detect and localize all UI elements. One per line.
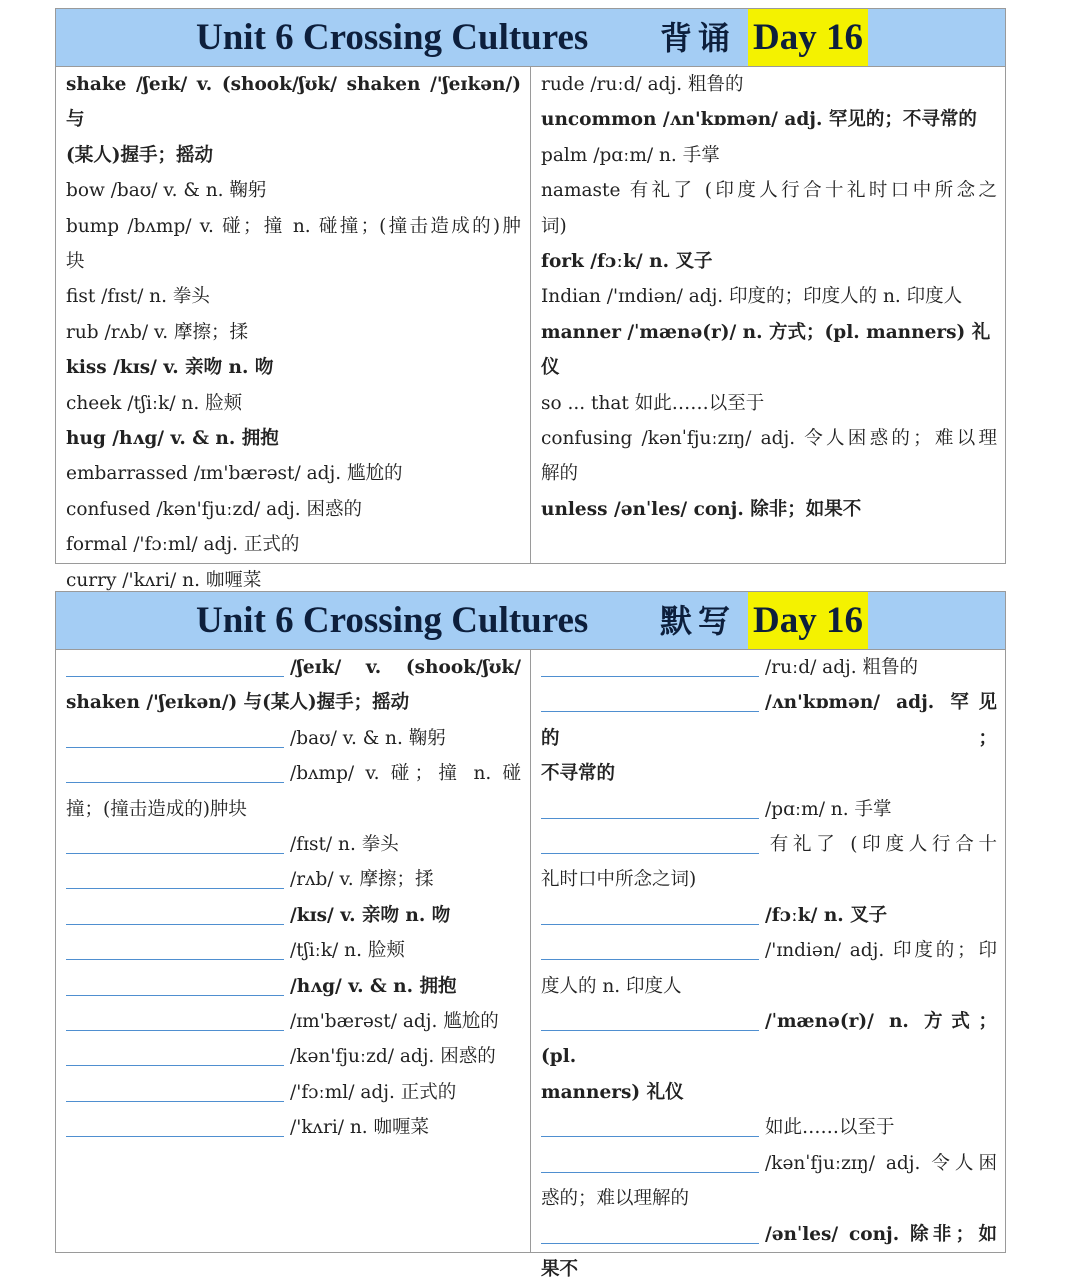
vocab-line: rude /ruːd/ adj. 粗鲁的: [541, 74, 744, 95]
vocab-text: /'kʌri/ n. 咖喱菜: [290, 1117, 430, 1139]
vocab-line: cheek /tʃiːk/ n. 脸颊: [66, 392, 243, 414]
answer-blank-field[interactable]: [66, 831, 284, 854]
vocab-text: /kən'fjuːzd/ adj. 困惑的: [290, 1046, 496, 1068]
dictation-line: [66, 1039, 521, 1074]
vocab-line: 词): [541, 215, 567, 237]
vocab-line: uncommon /ʌn'kɒmən/ adj. 罕见的；不寻常的: [541, 109, 977, 131]
vocab-line: curry /'kʌri/ n. 咖喱菜: [66, 569, 262, 591]
recite-right-column: [541, 67, 997, 527]
vocab-line: rub /rʌb/ v. 摩擦；揉: [66, 321, 248, 343]
vocab-line: [541, 756, 997, 791]
vocab-line: fork /fɔːk/ n. 叉子: [541, 251, 713, 273]
vocab-line: [66, 685, 521, 720]
vocab-text: /bʌmp/ v. 碰；撞 n. 碰: [290, 763, 521, 785]
vocab-line: formal /'fɔːml/ adj. 正式的: [66, 534, 300, 556]
answer-blank-field[interactable]: [66, 1079, 284, 1102]
recite-header: [56, 9, 1005, 67]
dictation-line: [541, 1217, 997, 1252]
dictation-header: [56, 592, 1005, 650]
answer-blank-field[interactable]: [541, 1008, 759, 1031]
vocab-text: /kənˈfjuːzɪŋ/ adj. 令人困: [765, 1152, 997, 1174]
recite-sheet: [55, 8, 1006, 591]
unit-title: Unit 6 Crossing Cultures: [196, 600, 589, 641]
dictation-line: [66, 756, 521, 791]
vocab-line: bow /baʊ/ v. & n. 鞠躬: [66, 180, 267, 202]
vocab-text: 撞；(撞击造成的)肿块: [66, 798, 247, 820]
vocab-text: /tʃiːk/ n. 脸颊: [290, 940, 405, 962]
vocab-text: /ʌn'kɒmən/ adj. 罕见的；: [541, 692, 997, 749]
vocab-line: palm /pɑːm/ n. 手掌: [541, 144, 720, 166]
dictation-line: [541, 792, 997, 827]
answer-blank-field[interactable]: [66, 937, 284, 960]
answer-blank-field[interactable]: [66, 1008, 284, 1031]
answer-blank-field[interactable]: [541, 689, 759, 712]
column-divider: [530, 67, 531, 564]
vocab-line: [541, 1181, 997, 1216]
mode-label-recite: 背诵: [660, 19, 737, 57]
day-badge: Day 16: [748, 592, 868, 649]
vocab-text: /fɔːk/ n. 叉子: [765, 904, 888, 926]
vocab-text: /hʌg/ v. & n. 拥抱: [290, 975, 457, 997]
answer-blank-field[interactable]: [66, 1114, 284, 1137]
dictation-line: [66, 898, 521, 933]
vocab-text: /ruːd/ adj. 粗鲁的: [765, 657, 919, 678]
recite-left-column: [66, 67, 521, 598]
vocab-line: fist /fɪst/ n. 拳头: [66, 286, 210, 308]
answer-blank-field[interactable]: [541, 831, 759, 854]
vocab-text: 不寻常的: [541, 763, 616, 785]
vocab-line: bump /bʌmp/ v. 碰；撞 n. 碰撞；(撞击造成的)肿: [66, 215, 521, 237]
vocab-line: confusing /kənˈfjuːzɪŋ/ adj. 令人困惑的；难以理: [541, 428, 997, 450]
vocab-text: /'fɔːml/ adj. 正式的: [290, 1081, 457, 1103]
mode-label-dictation: 默写: [660, 602, 737, 640]
unit-title: Unit 6 Crossing Cultures: [196, 17, 589, 58]
vocab-line: [541, 862, 997, 897]
vocab-text: 度人的 n. 印度人: [541, 975, 682, 997]
vocab-text: /ˈmænə(r)/ n. 方式；(pl.: [541, 1011, 997, 1068]
dictation-line: [66, 933, 521, 968]
answer-blank-field[interactable]: [541, 1221, 759, 1244]
dictation-line: [66, 969, 521, 1004]
dictation-line: [541, 933, 997, 968]
vocab-text: /rʌb/ v. 摩擦；揉: [290, 869, 434, 891]
answer-blank-field[interactable]: [541, 937, 759, 960]
dictation-right-column: [541, 650, 997, 1287]
vocab-text: 惑的；难以理解的: [541, 1188, 690, 1210]
vocab-line: [66, 792, 521, 827]
vocab-text: /ɪm'bærəst/ adj. 尴尬的: [290, 1011, 499, 1033]
vocab-text: /'ɪndiən/ adj. 印度的；印: [765, 940, 997, 962]
answer-blank-field[interactable]: [66, 973, 284, 996]
dictation-line: [66, 1110, 521, 1145]
vocab-line: kiss /kɪs/ v. 亲吻 n. 吻: [66, 357, 274, 379]
vocab-line: hug /hʌg/ v. & n. 拥抱: [66, 428, 279, 450]
vocab-text: 果不: [541, 1258, 579, 1280]
dictation-line: [66, 1075, 521, 1110]
recite-body: [56, 67, 1005, 591]
vocab-line: [541, 1075, 997, 1110]
vocab-line: namaste 有礼了 (印度人行合十礼时口中所念之: [541, 180, 997, 202]
vocab-text: /ənˈles/ conj. 除非；如: [765, 1223, 997, 1245]
dictation-line: [541, 685, 997, 756]
dictation-line: [66, 1004, 521, 1039]
answer-blank-field[interactable]: [541, 1114, 759, 1137]
answer-blank-field[interactable]: [541, 654, 759, 677]
vocab-line: manner /ˈmænə(r)/ n. 方式；(pl. manners) 礼仪: [541, 321, 991, 379]
dictation-line: [66, 862, 521, 897]
column-divider: [530, 650, 531, 1253]
vocab-line: 块: [66, 251, 85, 273]
answer-blank-field[interactable]: [66, 866, 284, 889]
day-badge: Day 16: [748, 9, 868, 66]
vocab-text: 如此……以至于: [765, 1117, 895, 1139]
vocab-line: shake /ʃeɪk/ v. (shook/ʃʊk/ shaken /'ʃeɪkən/) 与: [66, 74, 521, 131]
vocab-text: /pɑːm/ n. 手掌: [765, 798, 892, 820]
answer-blank-field[interactable]: [541, 796, 759, 819]
dictation-body: [56, 650, 1005, 1280]
vocab-line: (某人)握手；摇动: [66, 144, 214, 166]
answer-blank-field[interactable]: [66, 760, 284, 783]
dictation-line: [66, 650, 521, 685]
vocab-line: unless /ənˈles/ conj. 除非；如果不: [541, 498, 862, 520]
dictation-line: [541, 1110, 997, 1145]
dictation-line: [541, 898, 997, 933]
dictation-line: [541, 1004, 997, 1075]
vocab-text: /fɪst/ n. 拳头: [290, 834, 399, 856]
dictation-line: [66, 721, 521, 756]
vocab-text: 有礼了 (印度人行合十: [765, 834, 997, 856]
dictation-line: [66, 827, 521, 862]
dictation-line: [541, 827, 997, 862]
answer-blank-field[interactable]: [66, 1043, 284, 1066]
vocab-line: 解的: [541, 463, 579, 485]
vocab-line: embarrassed /ɪm'bærəst/ adj. 尴尬的: [66, 463, 403, 485]
vocab-text: /kɪs/ v. 亲吻 n. 吻: [290, 904, 451, 926]
vocab-text: 礼时口中所念之词): [541, 869, 697, 891]
answer-blank-field[interactable]: [66, 654, 284, 677]
vocab-line: confused /kən'fjuːzd/ adj. 困惑的: [66, 498, 363, 520]
dictation-left-column: [66, 650, 521, 1146]
answer-blank-field[interactable]: [66, 725, 284, 748]
dictation-sheet: [55, 591, 1006, 1280]
dictation-line: [541, 650, 997, 685]
vocab-text: shaken /'ʃeɪkən/) 与(某人)握手；摇动: [66, 692, 410, 714]
dictation-line: [541, 1146, 997, 1181]
answer-blank-field[interactable]: [541, 1150, 759, 1173]
vocab-line: Indian /'ɪndiən/ adj. 印度的；印度人的 n. 印度人: [541, 286, 963, 308]
answer-blank-field[interactable]: [66, 902, 284, 925]
vocab-text: /ʃeɪk/ v. (shook/ʃʊk/: [290, 657, 521, 678]
vocab-line: so ... that 如此……以至于: [541, 392, 765, 414]
vocab-text: manners) 礼仪: [541, 1081, 684, 1103]
vocab-line: [541, 969, 997, 1004]
vocab-line: [541, 1252, 997, 1287]
vocab-text: /baʊ/ v. & n. 鞠躬: [290, 727, 446, 749]
answer-blank-field[interactable]: [541, 902, 759, 925]
